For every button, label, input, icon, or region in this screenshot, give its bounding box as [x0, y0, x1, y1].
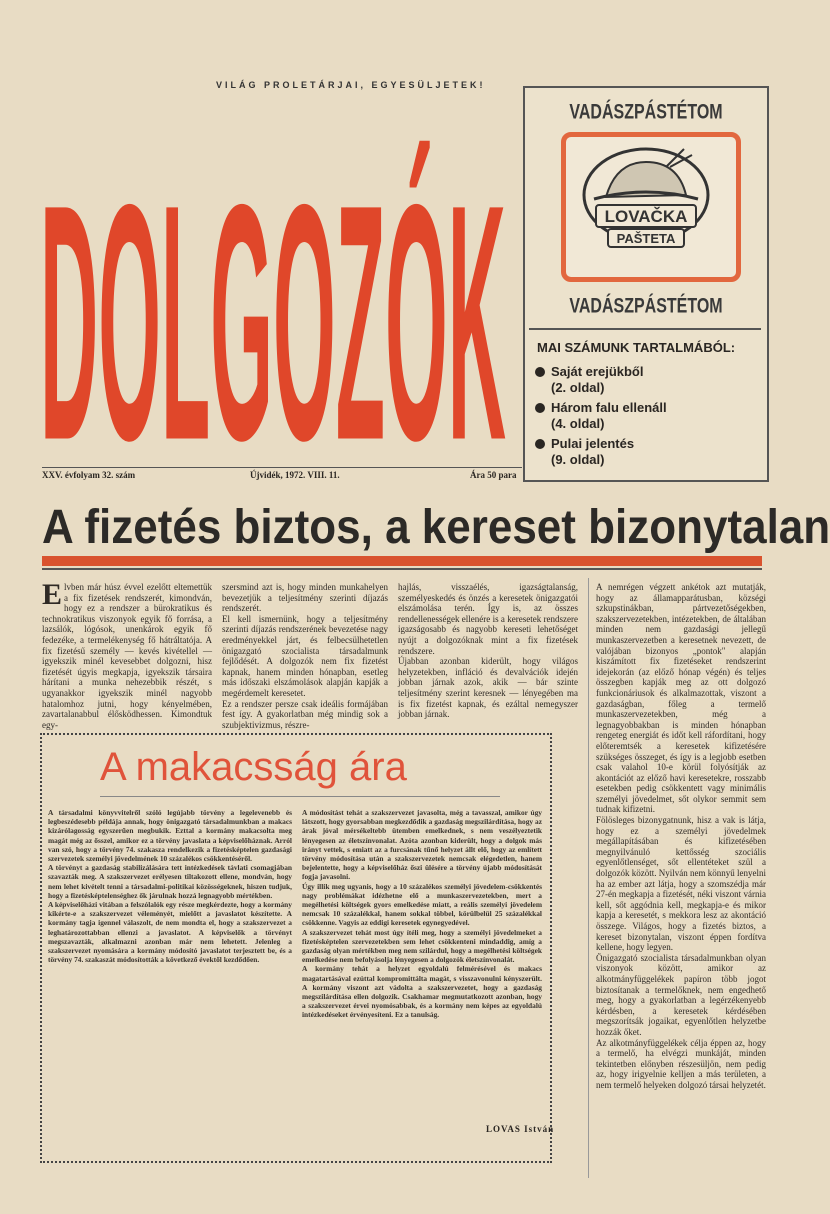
- main-article-col3: [398, 582, 578, 722]
- ad-divider: [529, 328, 761, 330]
- contents-heading: MAI SZÁMUNK TARTALMÁBÓL:: [537, 340, 736, 355]
- ad-bottom-text: VADÁSZPÁSTÉTOM: [569, 294, 723, 318]
- svg-text:DOLGOZÓK: DOLGOZÓK: [40, 134, 506, 511]
- box-article-text: A társadalmi könyvvitelről szóló legújabb törvény a legelevenebb és legbeszédesebb példája annak, hogy önigazgató társadalmunkban a makacs kizárólagosság egyszerűen megbukik. Ezttal a kormány makacsolta meg magát még az ősszel, amikor ez a törvény javaslata a képviselőháznak. Arról van szó, hogy a törvény 74. szakasza rendelkezik a fizetésképtelen gazdasági szervezetek személyi jövedelmének 10 százalékos csökkentéséről. A törvényt a gazdaság stabilizálására tett intézkedések távlati csomagjában szavazták meg. A szakszervezet erélyesen tiltakozott ellene, mondván, hogy nem lehet kivételt tenni a társadalmi-politikai közösségeknek, hiszen tudjuk, hogy a fizetésképtelenséghez ők járulnak hozzá legnagyobb mértékben. A képviselőházi vitában a felszólalók egy része megkérdezte, hogy a kormány kikérte-e a szakszervezet véleményét, mielőtt a javaslatot készítette. A kormány tagja igennel válaszolt, de nem mondta el, hogy a szakszervezet a leghatározottabban ellenzi a javaslatot. A képviselők a törvényt megszavazták, alkalmazni azonban már nem lehetett. Jelenleg a szakszervezet nyomására a kormány módosító javaslatot terjesztett be, és a törvény 74. szakaszát módosították a következő évektől kezdődően.: [48, 808, 292, 965]
- column-divider: [588, 578, 589, 1178]
- contents-item[interactable]: [535, 400, 667, 432]
- contents-item[interactable]: [535, 364, 643, 396]
- ad-top-text: VADÁSZPÁSTÉTOM: [569, 100, 723, 124]
- contents-item[interactable]: [535, 436, 634, 468]
- bullet-icon: [535, 439, 545, 449]
- hunter-hat-icon: [566, 137, 726, 267]
- box-article-col1: [48, 808, 292, 1148]
- issue-price: Ára 50 para: [470, 470, 517, 480]
- dropcap: E: [42, 578, 63, 611]
- box-article-text: A módosítást tehát a szakszervezet javasolta, még a tavasszal, amikor úgy látszott, hogy gyorsabban megkezdődik a gazdaság megszilárdítása, hogy az árak jóval mérsékeltebb ütemben emelkednek, s nem veszélyeztetik lényegesen az életszínvonalat. Azóta azonban kiderült, hogy a dolgok más irányt vettek, s emiatt az a furcsának tűnő helyzet állt elő, hogy az említett törvény módosítása után a szakszervezetek nemcsak elégedetlen, hanem bejelentette, hogy a képviselőház őszi ülésére a törvény újabb módosítását fogja javasolni. Úgy illik meg ugyanis, hogy a 10 százalékos személyi jövedelem-csökkentés nagy problémákat idézhetne elő a munkaszervezetekben, mert a megélhetési költségek gyors emelkedése miatt, a reális személyi jövedelem nemcsak 10 százalékkal, hanem sokkal többel, körülbelül 25 százalékkal csökkenne. Vagyis az eddigi keresetek egynegyedével. A szakszervezet tehát most úgy ítéli meg, hogy a személyi jövedelmeket a fizetésképtelen szervezetekben sem lehet csökkenteni mindaddig, amíg a gazdaság olyan mértékben meg nem szilárdul, hogy a megélhetési költségek emelkedése nem befolyásolja lényegesen a dolgozók életszínvonalát. A kormány tehát a helyzet egyoldalú felmérésével és makacs magatartásával ezúttal kompromittálta magát, s visszavonulni kényszerült. A kormány viszont azt vádolta a szakszervezetet, hogy a gazdaság megszilárdítása ellen dolgozik. Csakhamar megmutatkozott azonban, hogy a szakszervezet érvei nyomósabbak, és a kormány nem képes az egyoldalú intézkedéseket érvényesíteni. Ez a tanulság.: [302, 808, 542, 1020]
- main-headline: A fizetés biztos, a kereset bizonytalan: [42, 500, 830, 554]
- main-article-text: lvben már húsz évvel ezelőtt eltemettük a fix fizetések rendszerét, kimondván, hogy ez a rendszer a bürokratikus és technokratikus viszonyok egyik fő forrása, a lazsálók, lógósok, unenkárok egyik fő fedezéke, a termelékenység fő hátráltatója. A fix fizetésű személy — kevés kivétellel — igyekszik minél kevesebbet dolgozni, hisz fizetését úgyis megkapja, igyekszik társaira hárítani a munka nehezebbik részét, s ugyanakkor igyekszik minél nagyobb hatalomhoz jutni, hogy kényelmében, zavartalanabbul élősködhessen. Kimondtuk egy-: [42, 582, 212, 730]
- issue-volume: XXV. évfolyam 32. szám: [42, 470, 136, 480]
- box-headline: A makacsság ára: [100, 745, 407, 789]
- bullet-icon: [535, 367, 545, 377]
- headline-rule: [42, 568, 762, 570]
- contents-item-page: (2. oldal): [551, 380, 605, 395]
- box-headline-rule: [100, 796, 500, 797]
- issue-info: [42, 467, 522, 483]
- box-article-col2: [302, 808, 542, 1120]
- main-article-col2: [222, 582, 388, 730]
- headline-red-bar: [42, 556, 762, 566]
- main-article-text: A nemrégen végzett ankétok azt mutatják, hogy az államapparátusban, községi szkupstinákban, pártvezetőségekben, szakszervezetekben, intézetekben, de általában minden nem gazdasági jellegű munkaszervezetben a keresetnek nevezett, de valójában bizonyos „pontok" alapján kiszámított fix fizetéseket rendszerint idejekorán (az előző hónap végén) és teljes összegben kapják meg az ott dolgozó funkcionáriusok és alkalmazottak, viszont a gazdaságban, főleg a termelő munkaszervezetekben, még a legnagyobbakban is minden hónapban rengeteg energiát és időt kell ráfordítani, hogy előteremtsék a keresetek kifizetésére szükséges összeget, és így is a legjobb esetben csak valahol 10-e körül folyósítják az akontációt az előző havi keresetekre, rosszabb esetekben pedig csökkentett vagy minimális személyi jövedelmet, sőt olykor semmit sem tudnak kifizetni. Fölösleges bizonygatnunk, hisz a vak is látja, hogy ez a személyi jövedelmek megállapításában és kifizetésében megnyilvánuló kettősség szociális egyenlőtlenséget, sőt ellentéteket szül a dolgozók között. Nyilván nem könnyű lenyelni ha az ember azt látja, hogy a szomszédja már 27-én megkapja a fizetését, néki viszont várnia kell, sőt aggódnia kell, megkapja-e és mikor kapja a keresetét, s mekkora lesz az akontáció összege. Világos, hogy a fizetés biztos, a kereset bizonytalan, viszont éppen fordítva kellene, hogy legyen. Önigazgató szocialista társadalmunkban olyan viszonyok között, amikor az alkotmányfüggelékek papíron több jogot biztosítanak a termelőknek, nem engedhető meg, hogy a gyakorlatban a legérzékenyebb kérdésben, a keresetek kérdésében megszorítsák jogaikat, egyenlőtlen helyzetbe hozzák őket. Az alkotmányfüggelékek célja éppen az, hogy a termelő, ha elvégzi munkáját, minden tekintetben előnyben részesüljön, nem pedig az, hogy irigyelnie kelljen a más területen, a nem termelő helyeken dolgozó társai helyzetét.: [596, 582, 766, 1090]
- author-signature: LOVAS István: [486, 1124, 555, 1134]
- contents-item-title: Pulai jelentés: [551, 436, 635, 451]
- masthead-motto: VILÁG PROLETÁRJAI, EGYESÜLJETEK!: [216, 80, 486, 90]
- contents-item-page: (4. oldal): [551, 416, 605, 431]
- contents-item-page: (9. oldal): [551, 452, 605, 467]
- ad-product: PAŠTETA: [616, 231, 676, 246]
- main-article-col1: [42, 578, 212, 730]
- advertisement-box: [523, 86, 769, 482]
- ad-logo-frame: [561, 132, 741, 282]
- main-article-text: szersmind azt is, hogy minden munkahelyen bevezetjük a teljesítmény szerinti díjazás rendszerét. El kell ismernünk, hogy a teljesítmény szerinti díjazás rendszerének bevezetése nagy eredményekkel járt, és felbecsülhetetlen önigazgató szocialista társadalmunk fejlődését. A dolgozók nem fix fizetést kapnak, hanem minden hónapban, esetleg más időszaki elszámolások alapján kapják a megérdemelt keresetet. Ez a rendszer persze csak ideális formájában fest így. A gyakorlatban még mindig sok a szubjektivizmus, részre-: [222, 582, 388, 730]
- main-article-col4: [596, 582, 766, 1142]
- bullet-icon: [535, 403, 545, 413]
- ad-brand: LOVAČKA: [604, 207, 688, 226]
- main-article-text: hajlás, visszaélés, igazságtalanság, személyeskedés és önzés a keresetek önigazgatói elszámolása terén. Így is, az összes rendellenességek ellenére is a keresetek rendszere igazságosabb és nagyobb kereseti lehetőséget nyújt a dolgozóknak mint a fix fizetések rendszere. Újabban azonban kiderült, hogy világos helyzetekben, infláció és devalvációk idején jobban járnak azok, akik — bár szinte teljesítmény szerint keresnek — lényegében ma is fix fizetést kapnak, és ezáltal nemegyszer jobban járnak.: [398, 582, 578, 720]
- contents-item-title: Saját erejükből: [551, 364, 644, 379]
- issue-date: Újvidék, 1972. VIII. 11.: [250, 470, 340, 480]
- contents-item-title: Három falu ellenáll: [551, 400, 667, 415]
